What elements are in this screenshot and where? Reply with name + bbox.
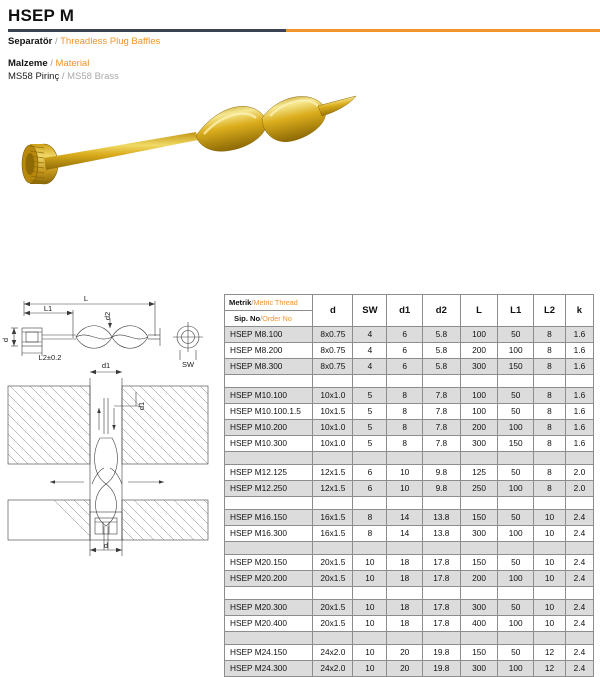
cell-d2: 19.8: [422, 661, 460, 677]
spacer-cell: [313, 452, 353, 465]
cell-d: 20x1.5: [313, 555, 353, 571]
spacer-cell: [460, 497, 498, 510]
table-row[interactable]: [225, 481, 594, 497]
subtitle-separator: /: [55, 36, 58, 47]
cell-d1: 18: [387, 616, 423, 632]
cell-l: 200: [460, 571, 498, 587]
title-divider: [8, 29, 600, 32]
cell-d2: 17.8: [422, 616, 460, 632]
cell-l: 300: [460, 526, 498, 542]
table-group-spacer: [225, 375, 594, 388]
table-row[interactable]: [225, 436, 594, 452]
divider-dark-segment: [8, 29, 286, 32]
spacer-cell: [225, 452, 313, 465]
cell-d2: 5.8: [422, 343, 460, 359]
cell-l: 200: [460, 420, 498, 436]
specification-table: [224, 294, 594, 677]
table-group-spacer: [225, 497, 594, 510]
table-row[interactable]: [225, 388, 594, 404]
cell-sw: 5: [353, 436, 387, 452]
spacer-cell: [534, 542, 566, 555]
spacer-cell: [313, 587, 353, 600]
cell-d: 24x2.0: [313, 661, 353, 677]
cell-l1: 50: [498, 645, 534, 661]
cell-d1: 6: [387, 359, 423, 375]
header-col-l1: L1: [498, 295, 534, 327]
spacer-cell: [353, 587, 387, 600]
spacer-cell: [313, 632, 353, 645]
cell-d1: 10: [387, 481, 423, 497]
cell-l1: 100: [498, 343, 534, 359]
cell-d2: 13.8: [422, 510, 460, 526]
cell-order-no: HSEP M16.150: [225, 510, 313, 526]
spacer-cell: [313, 497, 353, 510]
section-block-upper-right: [122, 386, 208, 464]
material-value-line: [8, 70, 119, 83]
cell-d1: 18: [387, 555, 423, 571]
material-value-english: MS58 Brass: [67, 71, 119, 82]
table-row[interactable]: [225, 404, 594, 420]
specification-table-wrapper: [224, 294, 594, 677]
cell-d2: 7.8: [422, 404, 460, 420]
label-d1-top: d1: [101, 361, 111, 370]
cell-order-no: HSEP M24.300: [225, 661, 313, 677]
cell-sw: 8: [353, 526, 387, 542]
spacer-cell: [534, 375, 566, 388]
section-view: [8, 370, 208, 556]
cell-d2: 5.8: [422, 327, 460, 343]
cell-d: 10x1.0: [313, 388, 353, 404]
cell-d2: 13.8: [422, 526, 460, 542]
cell-d: 12x1.5: [313, 481, 353, 497]
spacer-cell: [387, 587, 423, 600]
cell-d2: 5.8: [422, 359, 460, 375]
cell-l2: 10: [534, 571, 566, 587]
cell-sw: 6: [353, 465, 387, 481]
subtitle-english: Threadless Plug Baffles: [60, 36, 161, 47]
cell-order-no: HSEP M20.150: [225, 555, 313, 571]
cell-l: 300: [460, 436, 498, 452]
spacer-cell: [353, 542, 387, 555]
spacer-cell: [565, 375, 593, 388]
cell-d1: 18: [387, 571, 423, 587]
header-col-k: k: [565, 295, 593, 327]
spacer-cell: [313, 375, 353, 388]
cell-l: 150: [460, 555, 498, 571]
product-shaft: [44, 132, 198, 170]
material-label-separator: /: [50, 58, 53, 69]
cell-l2: 8: [534, 343, 566, 359]
cell-k: 1.6: [565, 420, 593, 436]
spacer-cell: [225, 632, 313, 645]
header-col-l2: L2: [534, 295, 566, 327]
cell-l1: 50: [498, 465, 534, 481]
cell-d: 20x1.5: [313, 600, 353, 616]
cell-l: 300: [460, 661, 498, 677]
section-block-lower-left: [8, 500, 90, 540]
cell-k: 2.4: [565, 555, 593, 571]
label-SW: SW: [181, 360, 195, 369]
cell-k: 2.4: [565, 661, 593, 677]
spacer-cell: [565, 542, 593, 555]
header-col-d2: d2: [422, 295, 460, 327]
product-blade-1: [196, 106, 266, 151]
cell-l2: 8: [534, 327, 566, 343]
table-group-spacer: [225, 587, 594, 600]
subtitle-turkish: Separatör: [8, 36, 53, 47]
cell-k: 2.0: [565, 465, 593, 481]
spacer-cell: [387, 375, 423, 388]
cell-d1: 6: [387, 343, 423, 359]
cell-l2: 10: [534, 510, 566, 526]
table-row[interactable]: [225, 616, 594, 632]
cell-l1: 50: [498, 388, 534, 404]
table-head: [225, 295, 594, 327]
cell-l: 250: [460, 481, 498, 497]
cell-order-no: HSEP M8.100: [225, 327, 313, 343]
spacer-cell: [460, 542, 498, 555]
cell-l2: 12: [534, 645, 566, 661]
spacer-cell: [353, 452, 387, 465]
spacer-cell: [422, 452, 460, 465]
cell-l: 100: [460, 327, 498, 343]
head-outline: [22, 328, 42, 346]
cell-sw: 5: [353, 388, 387, 404]
cell-d: 20x1.5: [313, 616, 353, 632]
divider-orange-segment: [286, 29, 600, 32]
product-tip: [318, 96, 356, 116]
cell-l: 200: [460, 343, 498, 359]
cell-order-no: HSEP M10.300: [225, 436, 313, 452]
technical-drawings: [0, 288, 216, 598]
spacer-cell: [460, 375, 498, 388]
cell-k: 2.0: [565, 481, 593, 497]
cell-k: 2.4: [565, 526, 593, 542]
cell-d: 8x0.75: [313, 343, 353, 359]
cell-k: 2.4: [565, 616, 593, 632]
cell-l: 100: [460, 404, 498, 420]
material-block: [8, 57, 119, 83]
cell-d2: 7.8: [422, 436, 460, 452]
spacer-cell: [225, 542, 313, 555]
cell-d1: 8: [387, 388, 423, 404]
spacer-cell: [498, 632, 534, 645]
cell-d2: 7.8: [422, 420, 460, 436]
cell-d: 8x0.75: [313, 327, 353, 343]
cell-d1: 8: [387, 436, 423, 452]
cell-sw: 10: [353, 571, 387, 587]
cell-l: 125: [460, 465, 498, 481]
spacer-cell: [534, 452, 566, 465]
cell-d: 16x1.5: [313, 510, 353, 526]
spacer-cell: [565, 632, 593, 645]
cell-d2: 19.8: [422, 645, 460, 661]
table-row[interactable]: [225, 510, 594, 526]
table-row[interactable]: [225, 359, 594, 375]
page-subtitle: [0, 32, 600, 47]
spacer-cell: [498, 375, 534, 388]
cell-l: 300: [460, 359, 498, 375]
cell-k: 2.4: [565, 645, 593, 661]
header-col-sw: SW: [353, 295, 387, 327]
table-row[interactable]: [225, 571, 594, 587]
label-d1-inner: d1: [137, 401, 146, 411]
cell-k: 1.6: [565, 404, 593, 420]
label-L1: L1: [43, 304, 53, 313]
cell-d1: 8: [387, 404, 423, 420]
table-group-spacer: [225, 542, 594, 555]
cell-d1: 18: [387, 600, 423, 616]
cell-sw: 10: [353, 616, 387, 632]
cell-l2: 8: [534, 404, 566, 420]
cell-order-no: HSEP M12.125: [225, 465, 313, 481]
header-order-number: Sip. No/Order No: [225, 310, 312, 326]
spacer-cell: [565, 497, 593, 510]
cell-d1: 14: [387, 526, 423, 542]
cell-k: 2.4: [565, 510, 593, 526]
table-header-row: [225, 295, 594, 327]
cell-d: 8x0.75: [313, 359, 353, 375]
cell-d: 20x1.5: [313, 571, 353, 587]
spacer-cell: [225, 375, 313, 388]
cell-order-no: HSEP M20.200: [225, 571, 313, 587]
table-row[interactable]: [225, 600, 594, 616]
cell-l2: 10: [534, 616, 566, 632]
spacer-cell: [534, 632, 566, 645]
spacer-cell: [422, 587, 460, 600]
spacer-cell: [460, 452, 498, 465]
table-group-spacer: [225, 632, 594, 645]
cell-l1: 100: [498, 420, 534, 436]
cell-sw: 5: [353, 420, 387, 436]
cell-order-no: HSEP M24.150: [225, 645, 313, 661]
spacer-cell: [565, 452, 593, 465]
page-title: HSEP M: [8, 6, 75, 25]
cell-sw: 10: [353, 555, 387, 571]
cell-l1: 50: [498, 600, 534, 616]
cell-d1: 6: [387, 327, 423, 343]
spacer-cell: [460, 632, 498, 645]
bore-lens-1: [95, 438, 118, 484]
table-group-spacer: [225, 452, 594, 465]
material-value-turkish: MS58 Pirinç: [8, 71, 60, 82]
cell-order-no: HSEP M20.300: [225, 600, 313, 616]
bore-lens-2: [96, 484, 117, 526]
cell-l1: 100: [498, 616, 534, 632]
cell-d1: 8: [387, 420, 423, 436]
table-row[interactable]: [225, 645, 594, 661]
cell-l: 400: [460, 616, 498, 632]
cell-d: 24x2.0: [313, 645, 353, 661]
table-body: [225, 327, 594, 677]
spacer-cell: [387, 497, 423, 510]
spacer-cell: [422, 632, 460, 645]
cell-sw: 4: [353, 327, 387, 343]
cell-d2: 9.8: [422, 481, 460, 497]
spacer-cell: [387, 452, 423, 465]
cell-l1: 50: [498, 510, 534, 526]
cell-d: 16x1.5: [313, 526, 353, 542]
header-col-l: L: [460, 295, 498, 327]
cell-order-no: HSEP M10.200: [225, 420, 313, 436]
end-view-SW: [173, 322, 203, 360]
cell-sw: 10: [353, 661, 387, 677]
table-row[interactable]: [225, 465, 594, 481]
cell-order-no: HSEP M20.400: [225, 616, 313, 632]
cell-sw: 5: [353, 404, 387, 420]
cell-sw: 6: [353, 481, 387, 497]
cell-l2: 10: [534, 600, 566, 616]
cell-d2: 17.8: [422, 555, 460, 571]
cell-order-no: HSEP M8.200: [225, 343, 313, 359]
spacer-cell: [225, 587, 313, 600]
cell-d1: 20: [387, 661, 423, 677]
cell-sw: 4: [353, 359, 387, 375]
cell-l: 150: [460, 510, 498, 526]
header-col-d1: d1: [387, 295, 423, 327]
spacer-cell: [565, 587, 593, 600]
cell-l2: 8: [534, 465, 566, 481]
cell-l1: 100: [498, 481, 534, 497]
spacer-cell: [353, 375, 387, 388]
cell-l1: 50: [498, 327, 534, 343]
product-photo: [0, 88, 380, 198]
cell-l2: 8: [534, 359, 566, 375]
spacer-cell: [498, 542, 534, 555]
table-row[interactable]: [225, 661, 594, 677]
cell-d: 12x1.5: [313, 465, 353, 481]
cell-k: 1.6: [565, 359, 593, 375]
cell-d: 10x1.0: [313, 420, 353, 436]
table-row[interactable]: [225, 343, 594, 359]
table-row[interactable]: [225, 327, 594, 343]
material-label-turkish: Malzeme: [8, 58, 48, 69]
material-label-english: Material: [55, 58, 90, 69]
spacer-cell: [387, 632, 423, 645]
cell-l: 300: [460, 600, 498, 616]
cell-sw: 4: [353, 343, 387, 359]
spacer-cell: [460, 587, 498, 600]
cell-sw: 10: [353, 600, 387, 616]
material-value-separator: /: [61, 71, 65, 82]
spacer-cell: [313, 542, 353, 555]
cell-l2: 10: [534, 526, 566, 542]
cell-l2: 10: [534, 555, 566, 571]
label-L: L: [83, 294, 89, 303]
cell-k: 1.6: [565, 343, 593, 359]
spacer-cell: [498, 587, 534, 600]
material-label-line: [8, 57, 119, 70]
spacer-cell: [387, 542, 423, 555]
table-row[interactable]: [225, 555, 594, 571]
cell-d2: 9.8: [422, 465, 460, 481]
cell-d: 10x1.0: [313, 436, 353, 452]
header-col-d: d: [313, 295, 353, 327]
cell-k: 1.6: [565, 436, 593, 452]
cell-d2: 17.8: [422, 600, 460, 616]
cell-sw: 10: [353, 645, 387, 661]
cell-l2: 8: [534, 436, 566, 452]
table-row[interactable]: [225, 420, 594, 436]
cell-order-no: HSEP M10.100: [225, 388, 313, 404]
cell-k: 2.4: [565, 571, 593, 587]
header-order-no: [225, 295, 313, 327]
spacer-cell: [498, 452, 534, 465]
page-header: [0, 0, 600, 47]
cell-l1: 100: [498, 661, 534, 677]
cell-l1: 150: [498, 359, 534, 375]
spacer-cell: [353, 497, 387, 510]
header-metric-thread: Metrik/Metric Thread: [229, 298, 298, 307]
elevation-view: [11, 301, 203, 360]
cell-order-no: HSEP M8.300: [225, 359, 313, 375]
label-d-elevation: d: [1, 337, 10, 343]
cell-l2: 12: [534, 661, 566, 677]
spacer-cell: [534, 587, 566, 600]
cell-order-no: HSEP M12.250: [225, 481, 313, 497]
cell-d: 10x1.5: [313, 404, 353, 420]
cell-l1: 50: [498, 555, 534, 571]
cell-order-no: HSEP M16.300: [225, 526, 313, 542]
spacer-cell: [353, 632, 387, 645]
cell-d1: 20: [387, 645, 423, 661]
cell-order-no: HSEP M10.100.1.5: [225, 404, 313, 420]
cell-d1: 10: [387, 465, 423, 481]
cell-k: 2.4: [565, 600, 593, 616]
spacer-cell: [498, 497, 534, 510]
cell-k: 1.6: [565, 327, 593, 343]
spacer-cell: [534, 497, 566, 510]
cell-sw: 8: [353, 510, 387, 526]
cell-d2: 17.8: [422, 571, 460, 587]
table-row[interactable]: [225, 526, 594, 542]
cell-l2: 8: [534, 420, 566, 436]
cell-l1: 100: [498, 526, 534, 542]
spacer-cell: [422, 497, 460, 510]
spacer-cell: [422, 375, 460, 388]
spacer-cell: [225, 497, 313, 510]
cell-l1: 150: [498, 436, 534, 452]
cell-l2: 8: [534, 481, 566, 497]
cell-d2: 7.8: [422, 388, 460, 404]
spacer-cell: [422, 542, 460, 555]
cell-l1: 100: [498, 571, 534, 587]
cell-d1: 14: [387, 510, 423, 526]
cell-l: 150: [460, 645, 498, 661]
cell-l: 100: [460, 388, 498, 404]
label-d2: d2: [103, 311, 112, 321]
cell-k: 1.6: [565, 388, 593, 404]
cell-l1: 50: [498, 404, 534, 420]
section-block-lower-right: [122, 500, 208, 540]
label-L2: L2±0.2: [38, 353, 62, 362]
label-d-bottom: d: [103, 541, 109, 550]
cell-l2: 8: [534, 388, 566, 404]
